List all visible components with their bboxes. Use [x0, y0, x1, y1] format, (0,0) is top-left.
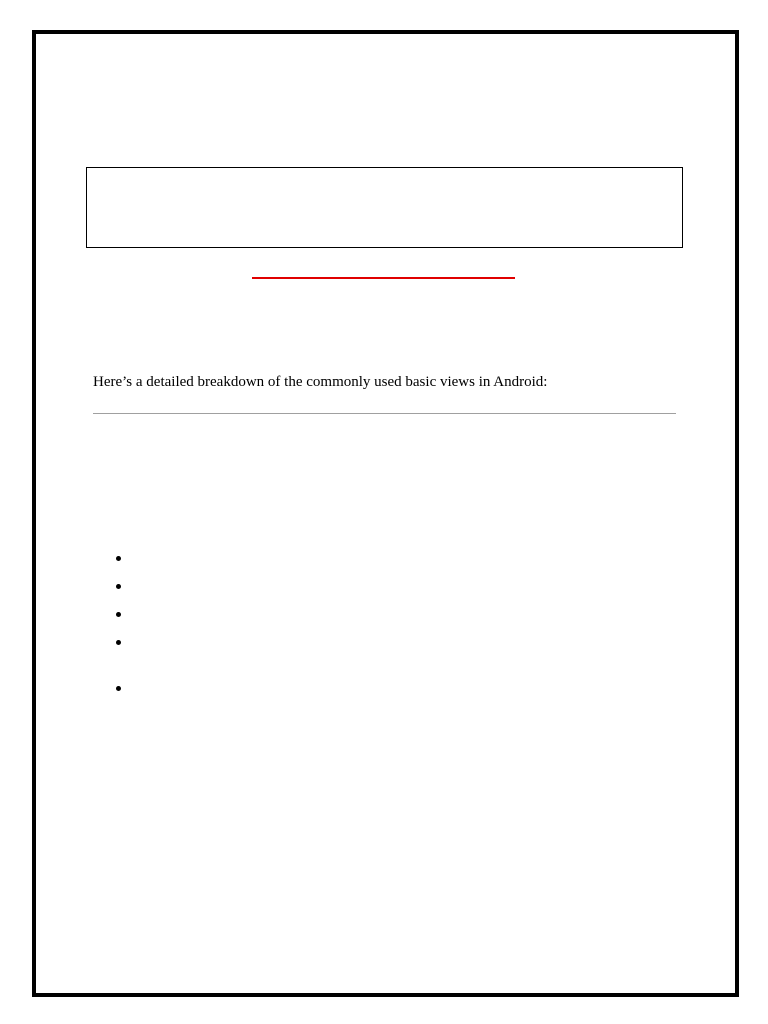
title-underline — [252, 277, 515, 279]
intro-paragraph: Here’s a detailed breakdown of the commonly used basic views in Android: — [93, 374, 548, 390]
list-item-bullet — [116, 612, 121, 617]
list-item-bullet — [116, 556, 121, 561]
list-item-bullet — [116, 686, 121, 691]
section-divider — [93, 413, 676, 414]
list-item-bullet — [116, 640, 121, 645]
title-box — [86, 167, 683, 248]
list-item-bullet — [116, 584, 121, 589]
